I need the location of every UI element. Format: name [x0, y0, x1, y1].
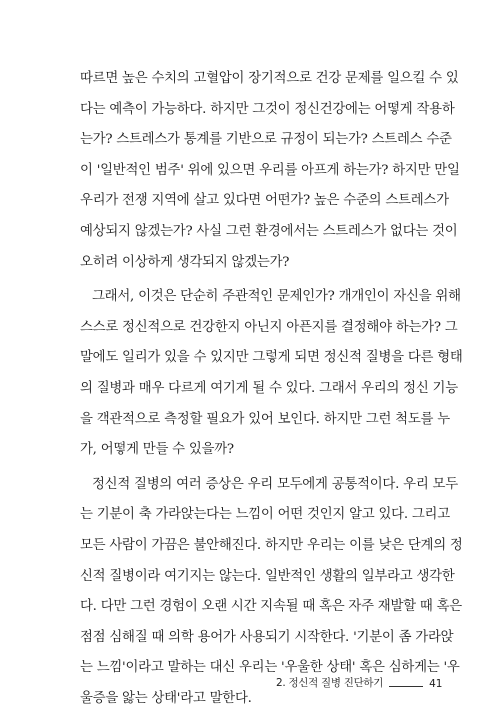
text-line: 신적 질병이라 여기지는 않는다. 일반적인 생활의 일부라고 생각한 — [80, 568, 455, 584]
text-line: 오히려 이상하게 생각되지 않겠는가? — [80, 254, 290, 270]
text-line: 정신적 질병의 여러 증상은 우리 모두에게 공통적이다. 우리 모두 — [92, 476, 458, 492]
page-number: 41 — [429, 678, 443, 690]
text-line: 을 객관적으로 측정할 필요가 있어 보인다. 하지만 그런 척도를 누 — [80, 411, 450, 427]
text-line: 그래서, 이것은 단순히 주관적인 문제인가? 개개인이 자신을 위해 — [92, 289, 461, 305]
text-line: 는 느낌'이라고 말하는 대신 우리는 '우울한 상태' 혹은 심하게는 '우 — [80, 660, 460, 676]
text-line: 따르면 높은 수치의 고혈압이 장기적으로 건강 문제를 일으킬 수 있 — [80, 71, 459, 86]
text-line: 우리가 전쟁 지역에 살고 있다면 어떤가? 높은 수준의 스트레스가 — [80, 193, 449, 209]
text-line: 울증을 앓는 상태'라고 말한다. — [80, 690, 252, 706]
text-line: 점점 심해질 때 의학 용어가 사용되기 시작한다. '기분이 좀 가라앉 — [80, 629, 454, 645]
text-line: 스스로 정신적으로 건강한지 아닌지 아픈지를 결정해야 하는가? 그 — [80, 319, 458, 335]
paragraph-2 — [80, 282, 463, 466]
text-line: 의 질병과 매우 다르게 여기게 될 수 있다. 그래서 우리의 정신 기능 — [80, 380, 458, 396]
text-line: 는 기분이 축 가라앉는다는 느낌이 어떤 것인지 알고 있다. 그리고 — [80, 507, 450, 523]
chapter-title: 2. 정신적 질병 진단하기 — [276, 677, 384, 689]
footer-divider — [389, 686, 423, 687]
text-line: 가, 어떻게 만들 수 있을까? — [80, 442, 234, 458]
page-footer — [276, 674, 446, 690]
text-line: 다. 다만 그런 경험이 오랜 시간 지속될 때 혹은 자주 재발할 때 혹은 — [80, 599, 462, 615]
body-text — [80, 64, 463, 718]
text-line: 다는 예측이 가능하다. 하지만 그것이 정신건강에는 어떻게 작용하 — [80, 101, 455, 117]
paragraph-1 — [80, 64, 460, 278]
text-line: 예상되지 않겠는가? 사실 그런 환경에서는 스트레스가 없다는 것이 — [80, 223, 458, 239]
text-line: 이 '일반적인 범주' 위에 있으면 우리를 아프게 하는가? 하지만 만일 — [80, 162, 460, 178]
text-line: 말에도 일리가 있을 수 있지만 그렇게 되면 정신적 질병을 다른 형태 — [80, 350, 463, 366]
text-line: 모든 사람이 가끔은 불안해진다. 하지만 우리는 이를 낮은 단계의 정 — [80, 537, 463, 553]
text-line: 는가? 스트레스가 통계를 기반으로 규정이 되는가? 스트레스 수준 — [80, 132, 452, 148]
